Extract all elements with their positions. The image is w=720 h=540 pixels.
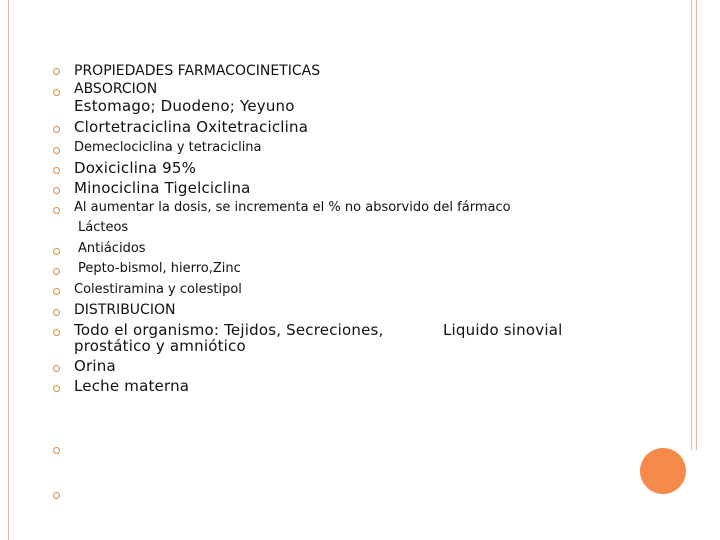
bullet-icon xyxy=(53,248,60,255)
bullet-icon xyxy=(53,329,60,336)
section-heading-absorcion: ABSORCION xyxy=(74,81,158,97)
slide-title: PROPIEDADES FARMACOCINETICAS xyxy=(74,63,321,79)
list-item: Todo el organismo: Tejidos, Secreciones, xyxy=(74,321,384,339)
bullet-icon xyxy=(53,89,60,96)
slide-border-right xyxy=(691,0,692,450)
list-item: Estomago; Duodeno; Yeyuno xyxy=(74,97,295,115)
list-item-continuation: Liquido sinovial xyxy=(443,321,563,339)
list-item: Colestiramina y colestipol xyxy=(74,282,242,297)
bullet-icon xyxy=(53,187,60,194)
list-item: Clortetraciclina Oxitetraciclina xyxy=(74,118,309,136)
bullet-icon xyxy=(53,126,60,133)
list-item: Pepto-bismol, hierro,Zinc xyxy=(78,261,241,276)
bullet-icon xyxy=(53,288,60,295)
bullet-icon xyxy=(53,365,60,372)
bullet-icon xyxy=(53,492,60,499)
accent-circle-decoration xyxy=(640,448,686,494)
list-item: Orina xyxy=(74,357,116,375)
slide-border-right-inner xyxy=(696,0,697,450)
list-item: Lácteos xyxy=(78,220,129,235)
bullet-icon xyxy=(53,447,60,454)
bullet-icon xyxy=(53,167,60,174)
list-item: Minociclina Tigelciclina xyxy=(74,179,251,197)
slide-border-left xyxy=(8,0,9,540)
section-heading-distribucion: DISTRIBUCION xyxy=(74,302,176,318)
list-item: Antiácidos xyxy=(78,241,146,256)
bullet-icon xyxy=(53,268,60,275)
list-item: prostático y amniótico xyxy=(74,337,246,355)
bullet-icon xyxy=(53,68,60,75)
list-item: Doxiciclina 95% xyxy=(74,159,197,177)
bullet-icon xyxy=(53,147,60,154)
bullet-icon xyxy=(53,309,60,316)
bullet-icon xyxy=(53,207,60,214)
list-item: Leche materna xyxy=(74,377,190,395)
bullet-icon xyxy=(53,385,60,392)
list-item: Demeclociclina y tetraciclina xyxy=(74,140,262,155)
list-item: Al aumentar la dosis, se incrementa el % no absorvido del fármaco xyxy=(74,200,511,215)
